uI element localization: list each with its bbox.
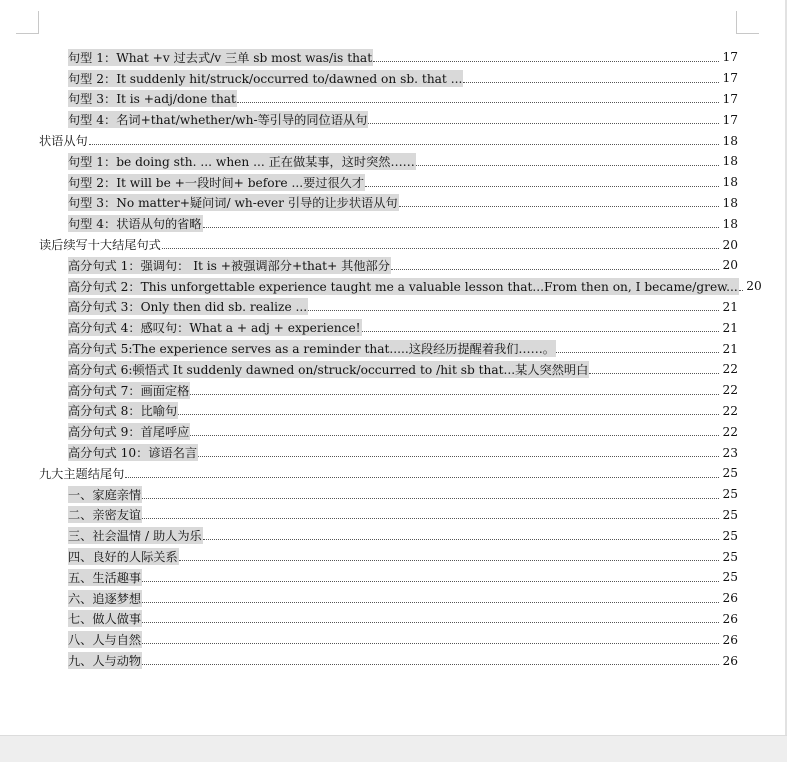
toc-entry-title[interactable]: 九、人与动物 (68, 654, 142, 668)
toc-entry-title[interactable]: 九大主题结尾句 (39, 466, 125, 481)
toc-dot-leader (399, 206, 719, 207)
toc-dot-leader (142, 581, 719, 582)
toc-entry[interactable] (0, 276, 787, 297)
toc-dot-leader (203, 539, 719, 540)
toc-page-number: 18 (722, 195, 738, 210)
toc-entry-title[interactable]: 三、社会温情 / 助人为乐 (68, 529, 202, 544)
toc-dot-leader (142, 622, 719, 623)
toc-entry-title[interactable]: 高分句式 8：比喻句 (68, 404, 178, 419)
toc-dot-leader (190, 394, 719, 395)
toc-entry[interactable] (0, 505, 787, 526)
toc-dot-leader (142, 518, 719, 519)
toc-entry-title[interactable]: 五、生活趣事 (68, 570, 142, 585)
toc-entry[interactable] (0, 484, 787, 505)
toc-page-number: 18 (722, 216, 738, 231)
toc-page-number: 20 (746, 279, 762, 294)
toc-entry-title[interactable]: 高分句式 1：强调句： It is +被强调部分+that+ 其他部分 (68, 258, 390, 273)
toc-entry-title[interactable]: 高分句式 3：Only then did sb. realize ... (68, 300, 308, 315)
toc-dot-leader (589, 373, 719, 374)
toc-entry[interactable] (0, 193, 787, 214)
toc-entry[interactable] (0, 546, 787, 567)
toc-page-number: 25 (722, 549, 738, 564)
toc-dot-leader (368, 123, 719, 124)
toc-page-number: 25 (722, 528, 738, 543)
toc-page-number: 26 (722, 591, 738, 606)
toc-entry[interactable] (0, 255, 787, 276)
toc-page-number: 17 (722, 50, 738, 65)
toc-entry[interactable] (0, 629, 787, 650)
toc-page-number: 17 (722, 91, 738, 106)
toc-entry[interactable] (0, 151, 787, 172)
toc-entry-title[interactable]: 句型 1：What +v 过去式/v 三单 sb most was/is that (68, 50, 373, 65)
toc-dot-leader (362, 331, 719, 332)
toc-entry-title[interactable]: 七、做人做事 (68, 612, 142, 627)
toc-entry-title[interactable]: 二、亲密友谊 (68, 508, 142, 523)
toc-dot-leader (198, 456, 719, 457)
toc-entry-title[interactable]: 高分句式 2：This unforgettable experience taught me a valuable lesson that...From then on, I became/grew... (68, 279, 738, 294)
toc-dot-leader (463, 82, 719, 83)
toc-page-number: 17 (722, 71, 738, 86)
toc-page-number: 21 (722, 299, 738, 314)
toc-dot-leader (89, 144, 719, 145)
toc-page-number: 22 (722, 383, 738, 398)
toc-page-number: 25 (722, 487, 738, 502)
toc-entry[interactable] (0, 172, 787, 193)
toc-entry[interactable] (0, 130, 787, 151)
page-corner-mark-top-right (736, 11, 759, 34)
toc-entry[interactable] (0, 380, 787, 401)
toc-entry[interactable] (0, 525, 787, 546)
toc-page-number: 18 (722, 175, 738, 190)
toc-dot-leader (416, 165, 719, 166)
toc-dot-leader (739, 290, 743, 291)
toc-page-number: 22 (722, 424, 738, 439)
toc-entry-title[interactable]: 句型 2：It will be +一段时间+ before ...要过很久才 (68, 175, 365, 190)
toc-entry[interactable] (0, 609, 787, 630)
toc-page-number: 26 (722, 632, 738, 647)
toc-page-number: 18 (722, 154, 738, 169)
toc-entry-title[interactable]: 句型 3：It is +adj/done that (68, 92, 236, 107)
toc-page-number: 25 (722, 507, 738, 522)
toc-entry-title[interactable]: 句型 1：be doing sth. ... when ... 正在做某事，这时突然…… (68, 154, 415, 169)
toc-entry[interactable] (0, 567, 787, 588)
toc-entry[interactable] (0, 338, 787, 359)
toc-dot-leader (142, 664, 719, 665)
toc-dot-leader (162, 248, 719, 249)
toc-page-number: 22 (722, 403, 738, 418)
toc-page-number: 25 (722, 570, 738, 585)
toc-entry[interactable] (0, 421, 787, 442)
toc-page-number: 20 (722, 258, 738, 273)
toc-entry-title[interactable]: 句型 3：No matter+疑问词/ wh-ever 引导的让步状语从句 (68, 196, 398, 211)
toc-entry[interactable] (0, 234, 787, 255)
toc-entry[interactable] (0, 442, 787, 463)
toc-dot-leader (142, 498, 719, 499)
toc-entry[interactable] (0, 47, 787, 68)
toc-page-number: 25 (722, 466, 738, 481)
page-gap-area (0, 735, 787, 762)
toc-page-number: 21 (722, 341, 738, 356)
toc-entry-title[interactable]: 高分句式 5:The experience serves as a reminder that.....这段经历提醒着我们……。 (68, 342, 555, 357)
toc-dot-leader (203, 227, 719, 228)
toc-entry-title[interactable]: 八、人与自然 (68, 633, 142, 648)
toc-entry-title[interactable]: 句型 4：状语从句的省略 (68, 217, 202, 232)
table-of-contents (0, 47, 787, 671)
toc-entry[interactable] (0, 213, 787, 234)
toc-entry[interactable] (0, 109, 787, 130)
toc-page-number: 17 (722, 112, 738, 127)
toc-entry-title[interactable]: 句型 4：名词+that/whether/wh-等引导的同位语从句 (68, 113, 368, 128)
toc-entry[interactable] (0, 359, 787, 380)
toc-dot-leader (142, 643, 719, 644)
page-corner-mark-top-left (16, 11, 39, 34)
toc-entry[interactable] (0, 588, 787, 609)
toc-dot-leader (391, 269, 719, 270)
toc-page-number: 21 (722, 320, 738, 335)
toc-entry-title[interactable]: 高分句式 10：谚语名言 (68, 446, 198, 461)
toc-entry-title[interactable]: 读后续写十大结尾句式 (39, 238, 161, 253)
toc-entry-title[interactable]: 一、家庭亲情 (68, 487, 142, 502)
toc-entry-title[interactable]: 高分句式 7：画面定格 (68, 383, 190, 398)
toc-entry-title[interactable]: 六、追逐梦想 (68, 591, 142, 606)
toc-page-number: 26 (722, 653, 738, 668)
toc-dot-leader (308, 310, 719, 311)
toc-entry-title[interactable]: 状语从句 (39, 134, 88, 149)
toc-page-number: 22 (722, 362, 738, 377)
toc-dot-leader (556, 352, 719, 353)
toc-entry[interactable] (0, 650, 787, 671)
toc-dot-leader (125, 477, 719, 478)
toc-dot-leader (178, 414, 719, 415)
toc-entry-title[interactable]: 句型 2：It suddenly hit/struck/occurred to/dawned on sb. that ... (68, 71, 463, 86)
toc-dot-leader (373, 61, 719, 62)
toc-entry[interactable] (0, 89, 787, 110)
toc-entry-title[interactable]: 四、良好的人际关系 (68, 550, 178, 565)
toc-entry-title[interactable]: 高分句式 9：首尾呼应 (68, 425, 190, 440)
toc-entry-title[interactable]: 高分句式 6:顿悟式 It suddenly dawned on/struck/occurred to /hit sb that...某人突然明白 (68, 362, 589, 377)
toc-page-number: 26 (722, 611, 738, 626)
toc-entry[interactable] (0, 297, 787, 318)
toc-entry[interactable] (0, 463, 787, 484)
toc-dot-leader (179, 560, 719, 561)
toc-entry-title[interactable]: 高分句式 4：感叹句：What a + adj + experience! (68, 321, 361, 336)
toc-page-number: 20 (722, 237, 738, 252)
toc-dot-leader (365, 186, 719, 187)
toc-entry[interactable] (0, 401, 787, 422)
toc-dot-leader (190, 435, 719, 436)
toc-page-number: 18 (722, 133, 738, 148)
toc-entry[interactable] (0, 68, 787, 89)
toc-dot-leader (237, 102, 719, 103)
toc-dot-leader (142, 602, 719, 603)
toc-page-number: 23 (722, 445, 738, 460)
toc-entry[interactable] (0, 317, 787, 338)
